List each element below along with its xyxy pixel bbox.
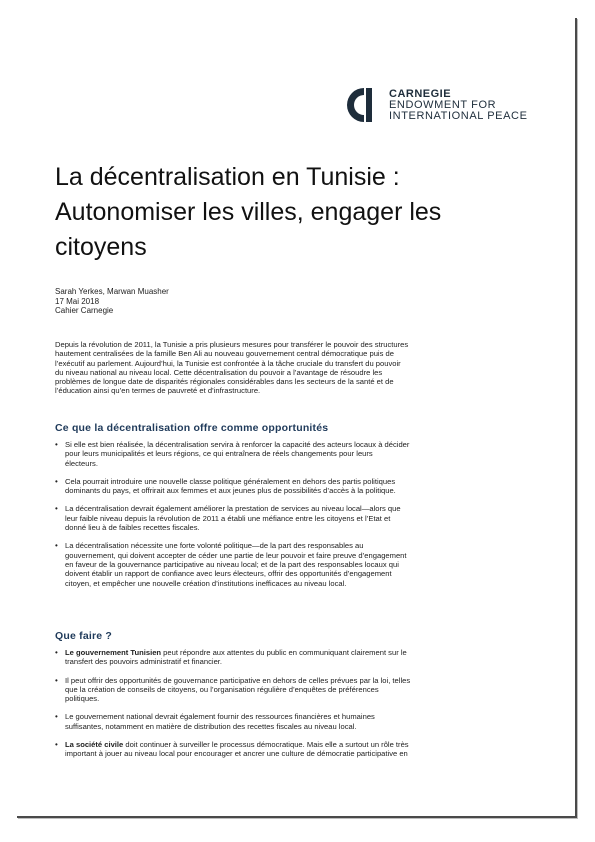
- opportunities-list: [55, 440, 540, 588]
- list-item-line: gouvernement, qui doivent accepter de céder une partie de leur pouvoir et faire preuve d’engagement: [65, 550, 407, 560]
- bullet-icon: •: [55, 541, 58, 551]
- list-item-line: que la création de conseils de citoyens, ou l’organisation régulière d’enquêtes de préférences: [65, 684, 379, 694]
- intro-line: hautement centralisées de la famille Ben Ali au nouveau gouvernement central démocratique puis de: [55, 349, 394, 359]
- bullet-icon: •: [55, 648, 58, 657]
- bullet-icon: •: [55, 675, 58, 685]
- list-item-line: leur faible niveau depuis la révolution de 2011 a établi une méfiance entre les citoyens et l’Etat et: [65, 513, 391, 523]
- list-item-line: Il peut offrir des opportunités de gouvernance participative en dehors de celles prévues par la loi, telles: [65, 675, 411, 685]
- list-item: [55, 541, 540, 587]
- list-item-line: électeurs.: [65, 458, 98, 468]
- logo-wordmark: [389, 89, 528, 122]
- list-item-text: peut répondre aux attentes du public en communiquant clairement sur le: [161, 648, 407, 657]
- recommendations-list: [55, 648, 540, 759]
- document-title: [55, 160, 535, 265]
- section-heading-opportunities: Ce que la décentralisation offre comme opportunités: [55, 422, 329, 434]
- list-item-line: citoyen, et empêcher une nouvelle création d’institutions inefficaces au niveau local.: [65, 578, 347, 588]
- list-item: [55, 712, 540, 731]
- list-item: [55, 648, 540, 667]
- document-meta: [55, 287, 169, 316]
- list-item-line: suffisantes, notamment en matière de distribution des recettes fiscales au niveau local.: [65, 721, 357, 731]
- list-item-line: [65, 740, 540, 749]
- intro-paragraph: [55, 340, 540, 396]
- list-item-text: doit continuer à surveiller le processus démocratique. Mais elle a surtout un rôle très: [123, 740, 409, 750]
- list-item-strong: La société civile: [65, 740, 124, 750]
- list-item-line: important à jouer au niveau local pour encourager et ancrer une culture de démocratie participative en: [65, 749, 408, 759]
- bullet-icon: •: [55, 712, 58, 722]
- intro-line: problèmes de longue date de disparités régionales considérables dans les secteurs de la santé et de: [55, 377, 394, 387]
- authors: Sarah Yerkes, Marwan Muasher: [55, 287, 169, 296]
- bullet-icon: •: [55, 504, 58, 514]
- list-item-line: Si elle est bien réalisée, la décentralisation servira à renforcer la capacité des acteurs locaux à décider: [65, 440, 410, 449]
- intro-line: l’éducation ainsi qu’en termes de pauvreté et d’infrastructure.: [55, 386, 261, 396]
- list-item: [55, 477, 540, 496]
- list-item: [55, 504, 540, 532]
- title-line-2: Autonomiser les villes, engager les: [55, 198, 442, 226]
- list-item-line: pour leurs municipalités et leurs régions, ce qui entraînera de réels changements pour leurs: [65, 449, 373, 459]
- list-item-line: Le gouvernement national devrait également fournir des ressources financières et humaines: [65, 712, 375, 722]
- list-item-line: politiques.: [65, 694, 100, 704]
- list-item-line: La décentralisation devrait également améliorer la prestation de services au niveau local—alors que: [65, 504, 401, 514]
- list-item-line: [65, 648, 540, 657]
- list-item-line: transfert des pouvoirs administratif et financier.: [65, 657, 223, 667]
- carnegie-logo: [345, 85, 528, 125]
- publication-date: 17 Mai 2018: [55, 296, 100, 306]
- bullet-icon: •: [55, 440, 58, 449]
- bullet-icon: •: [55, 476, 58, 486]
- intro-line: l’exécutif au parlement. Aujourd’hui, la Tunisie est confrontée à la tâche cruciale du transfert du pouvoir: [55, 358, 401, 368]
- logo-line-peace: INTERNATIONAL PEACE: [389, 109, 528, 122]
- list-item: [55, 740, 540, 759]
- list-item-line: Cela pourrait introduire une nouvelle classe politique généralement en dehors des partis politiques: [65, 476, 396, 486]
- list-item: [55, 676, 540, 704]
- logo-line-endowment: ENDOWMENT FOR: [389, 98, 497, 111]
- list-item-line: dominants du pays, et offrirait aux femmes et aux jeunes plus de possibilités d’accès à la politique.: [65, 486, 396, 496]
- bullet-icon: •: [55, 740, 58, 750]
- carnegie-logo-mark-icon: [345, 86, 383, 124]
- section-heading-que-faire: Que faire ?: [55, 630, 113, 642]
- title-line-3: citoyens: [55, 233, 147, 261]
- list-item-line: La décentralisation nécessite une forte volonté politique—de la part des responsables au: [65, 541, 364, 551]
- logo-line-carnegie: CARNEGIE: [389, 87, 452, 100]
- title-line-1: La décentralisation en Tunisie :: [55, 163, 400, 191]
- list-item-strong: Le gouvernement Tunisien: [65, 648, 162, 657]
- list-item: [55, 440, 540, 468]
- intro-line: du niveau national au niveau local. Cette décentralisation du pouvoir a l’avantage de résoudre les: [55, 367, 383, 377]
- list-item-line: doivent établir un rapport de confiance avec leurs électeurs, offrir des opportunités d’engagement: [65, 569, 392, 579]
- list-item-line: donné lieu à de faibles recettes fiscales.: [65, 523, 200, 533]
- list-item-line: en faveur de la gouvernance participative au niveau local; et de la part des responsables locaux qui: [65, 559, 399, 569]
- intro-line: Depuis la révolution de 2011, la Tunisie a pris plusieurs mesures pour transférer le pouvoir des structures: [55, 340, 409, 349]
- publication-type: Cahier Carnegie: [55, 306, 114, 315]
